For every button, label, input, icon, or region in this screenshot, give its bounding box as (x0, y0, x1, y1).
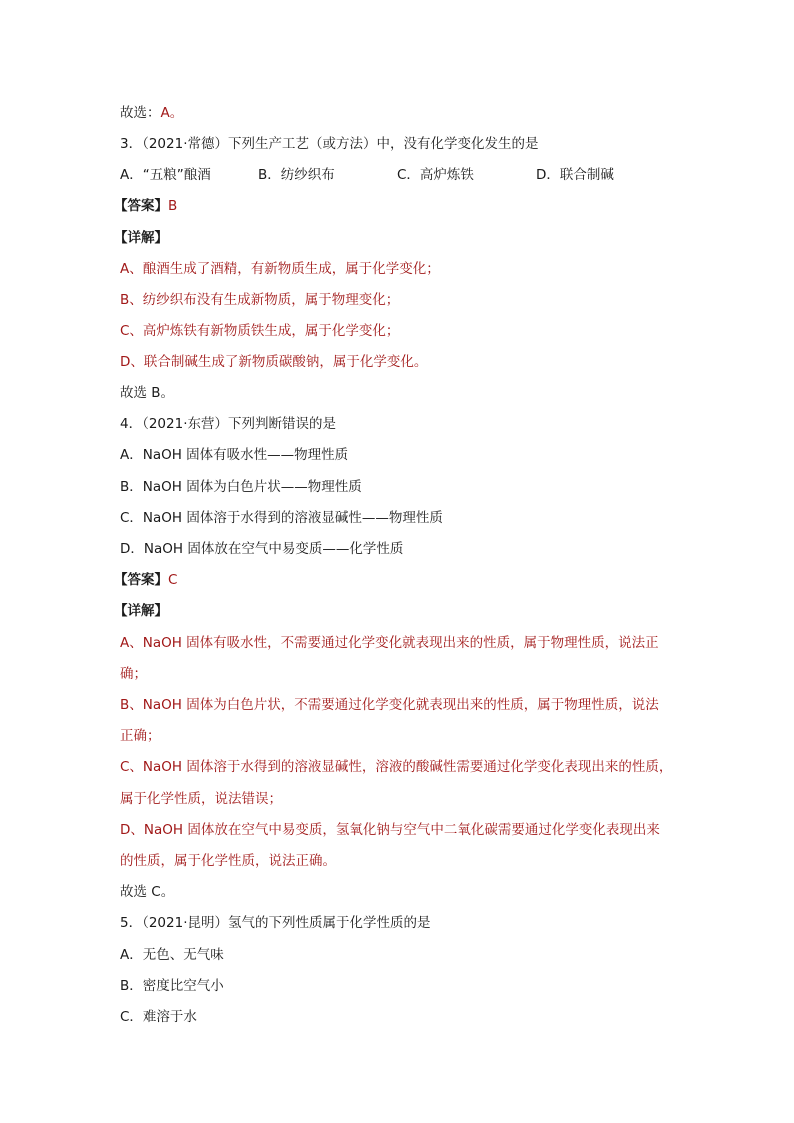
q3-detail-label: 【详解】 (114, 230, 168, 246)
q3-detail-b: B、纺纱织布没有生成新物质，属于物理变化； (120, 292, 400, 308)
q4-conclusion: 故选 C。 (120, 884, 175, 900)
q4-option-c: C．NaOH 固体溶于水得到的溶液显碱性——物理性质 (120, 510, 443, 526)
q4-answer-value: C (168, 572, 178, 588)
q4-detail-d-line2: 的性质，属于化学性质，说法正确。 (120, 853, 336, 869)
q2-conclusion-prefix: 故选： (120, 105, 161, 121)
q3-detail-a: A、酿酒生成了酒精，有新物质生成，属于化学变化； (120, 261, 440, 277)
q3-option-d: D．联合制碱 (536, 167, 614, 183)
q5-option-b: B．密度比空气小 (120, 978, 224, 994)
q4-stem: 4．（2021·东营）下列判断错误的是 (120, 416, 336, 432)
q5-option-c: C．难溶于水 (120, 1009, 197, 1025)
q4-detail-label: 【详解】 (114, 603, 168, 619)
q3-stem: 3．（2021·常德）下列生产工艺（或方法）中，没有化学变化发生的是 (120, 136, 539, 152)
q2-conclusion-answer: A。 (160, 105, 184, 121)
q3-option-b: B．纺纱织布 (258, 167, 335, 183)
q3-option-a: A．“五粮”酿酒 (120, 167, 211, 183)
q4-detail-d-line1: D、NaOH 固体放在空气中易变质，氢氧化钠与空气中二氧化碳需要通过化学变化表现出来 (120, 822, 660, 838)
q5-stem: 5．（2021·昆明）氢气的下列性质属于化学性质的是 (120, 915, 431, 931)
q4-detail-a-line2: 确； (120, 666, 147, 682)
q4-detail-b-line2: 正确； (120, 728, 161, 744)
q4-detail-c-line1: C、NaOH 固体溶于水得到的溶液显碱性，溶液的酸碱性需要通过化学变化表现出来的性质， (120, 759, 673, 775)
q4-detail-a-line1: A、NaOH 固体有吸水性，不需要通过化学变化就表现出来的性质，属于物理性质，说法正 (120, 635, 659, 651)
q5-option-a: A．无色、无气味 (120, 947, 224, 963)
q4-option-d: D．NaOH 固体放在空气中易变质——化学性质 (120, 541, 404, 557)
q3-detail-c: C、高炉炼铁有新物质铁生成，属于化学变化； (120, 323, 400, 339)
q4-detail-c-line2: 属于化学性质，说法错误； (120, 791, 282, 807)
q3-conclusion: 故选 B。 (120, 385, 175, 401)
q3-answer (114, 197, 674, 215)
q3-detail-d: D、联合制碱生成了新物质碳酸钠，属于化学变化。 (120, 354, 428, 370)
q4-detail-b-line1: B、NaOH 固体为白色片状，不需要通过化学变化就表现出来的性质，属于物理性质，说法 (120, 697, 659, 713)
q4-option-a: A．NaOH 固体有吸水性——物理性质 (120, 447, 349, 463)
q4-answer (114, 571, 674, 589)
q2-conclusion (120, 104, 680, 122)
q3-option-c: C．高炉炼铁 (397, 167, 474, 183)
q3-answer-label: 【答案】 (114, 198, 168, 214)
q3-answer-value: B (168, 198, 178, 214)
q4-option-b: B．NaOH 固体为白色片状——物理性质 (120, 479, 362, 495)
q4-answer-label: 【答案】 (114, 572, 168, 588)
